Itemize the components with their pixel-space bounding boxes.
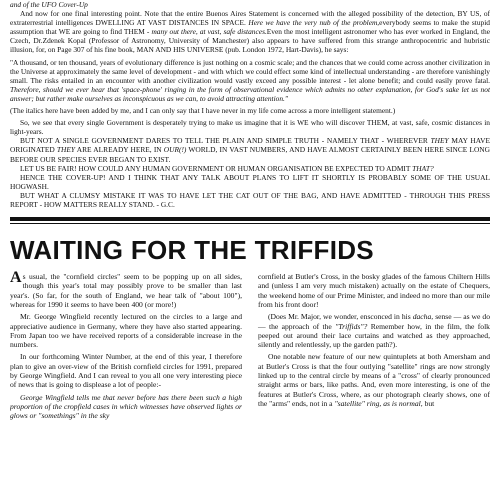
- fragment: s usual, the "cornfield circles" seem to be popping up on all sides, though this year's total may possibly prove to be smaller than last year's. (So far, for the south of England, we hear talk of "about 100"), whereas for 1990 it seems to have been 400 (or more!): [10, 272, 242, 309]
- fragment: "satellite" ring, as is normal,: [334, 398, 423, 408]
- paragraph: [10, 9, 490, 54]
- section-divider: [10, 217, 490, 224]
- paragraph: (The italics here have been added by me, and I can only say that I have never in my life come across a more intelligent statement.): [10, 106, 396, 116]
- article-title: WAITING FOR THE TRIFFIDS: [10, 235, 374, 266]
- paragraph: BUT WHAT A CLUMSY MISTAKE IT WAS TO HAVE LET THE CAT OUT OF THE BAG, AND HAVE ADMITTED - THROUGH THIS PRESS REPORT - HOW MATTERS REALLY STAND. - G.C.: [10, 190, 490, 209]
- fragment: BUT NOT A SINGLE GOVERNMENT DARES TO TELL THE PLAIN AND SIMPLE TRUTH - NAMELY THAT - WHEREVER: [20, 136, 428, 146]
- fragment: "Triffids"?: [335, 321, 368, 331]
- paragraph: [10, 58, 490, 103]
- fragment: dacha,: [412, 312, 434, 322]
- fragment: Even the most intelligent astronomer who has ever worked in England, the Czech, Dr.Zdenek Kopal (Professor of Astronomy, University of Manchester) also appears to have suffered from this strange anthropocentric and hubristic illusion, for, on Page 307 of his fine book, MAN AND HIS UNIVERSE (pub. London 1972, Hart-Davis), he says:: [10, 27, 490, 55]
- fragment: THEY: [430, 136, 449, 146]
- fragment: MAY HAVE ORIGINATED: [10, 136, 490, 155]
- paragraph: [258, 352, 490, 408]
- editorial-section: [10, 0, 490, 209]
- article-columns: [10, 269, 490, 421]
- paragraph: HENCE THE COVER-UP! AND I THINK THAT ANY TALK ABOUT PLANS TO LIFT IT SHORTLY IS PROBABLY SOME OF THE USUAL HOGWASH.: [10, 172, 490, 191]
- paragraph: In our forthcoming Winter Number, at the end of this year, I therefore plan to give an over-view of the British cornfield circles for 1991, prepared by George Wingfield. And I can reveal to you all one very interesting piece of news that is going to displease a lot of people:-: [10, 352, 242, 390]
- paragraph: cornfield at Butler's Cross, in the bosky glades of the famous Chiltern Hills and (unless I am very much mistaken) actually on the estate of Chequers, the weekend home of our Prime Minister, and indeed no more than our mile from his front door!: [258, 272, 490, 309]
- fragment: - many out there, at vast, safe distances.: [144, 27, 267, 37]
- fragment: everybody seems to make the stupid assumption that WE are going to find THEM: [10, 18, 490, 37]
- fragment: WORLD, IN VAST NUMBERS, AND HAVE ALMOST CERTAINLY BEEN HERE SINCE LONG BEFORE OUR SPECIES EVER BEGAN TO EXIST.: [10, 145, 490, 164]
- fragment: "A thousand, or ten thousand, years of evolutionary difference is just nothing on a cosmic scale; and the chances that we could come across another civilization in the Universe at approximately the same level of development - and with which we could effect some kind of intellectual understanding - are therefore vanishingly small. The risks entailed in an encounter with another civilization would vastly exceed any possible interest - let alone benefit; and could easily prove fatal.: [10, 57, 490, 85]
- document-page: [10, 0, 490, 500]
- fragment: sense — as we do — the approach of the: [258, 312, 490, 331]
- fragment: Here we have the very nub of the problem,: [248, 18, 380, 28]
- paragraph: [258, 312, 490, 349]
- fragment: ARE ALREADY HERE, IN: [76, 145, 162, 155]
- fragment: but: [424, 398, 435, 408]
- paragraph: [10, 0, 490, 9]
- fragment: George Wingfield tells me that never before has there been such a high proportion of the cropfield cases in which witnesses have observed lights or glows or "somethings" in the sky: [10, 392, 242, 421]
- fragment: One notable new feature of our new quintuplets at both Amersham and at Butler's Cross is that the four outlying "satellite" rings are now strongly linked up to the central circle by means of a "cross" of clearly pronounced straight arms or bars, like paths. And, even more interesting, is one of the features at Butler's Cross, where, as our photograph clearly shows, one of the "arms" ends, not in a: [258, 352, 490, 408]
- paragraph: [10, 393, 242, 421]
- fragment: (Does Mr. Major, we wonder, ensconced in his: [268, 312, 411, 322]
- fragment: and of the UFO Cover-Up: [10, 0, 88, 9]
- fragment: OUR(!): [163, 145, 187, 155]
- paragraph: [10, 269, 242, 309]
- left-column: [10, 269, 242, 421]
- paragraph: [10, 164, 490, 173]
- paragraph: So, we see that every single Government is desperately trying to make us imagine that it is WE who will discover THEM, at vast, safe, cosmic distances in light-years.: [10, 118, 490, 137]
- paragraph: [10, 136, 490, 163]
- paragraph: Mr. George Wingfield recently lectured on the circles to a large and appreciative audience in Germany, where they have also started appearing. From Japan too we have received reports of a considerable increase in the numbers.: [10, 312, 242, 350]
- fragment: LET US BE FAIR! HOW COULD ANY HUMAN GOVERNMENT OR HUMAN ORGANISATION BE EXPECTED TO ADMIT: [20, 163, 411, 173]
- fragment: Remember how, in the film, the folk peeped out around their lace curtains and watched as they approached, silently and relentlessly, up the garden path?).: [258, 321, 490, 350]
- right-column: [258, 272, 490, 420]
- fragment: Therefore, should we ever hear that 'space-phone' ringing in the form of observational evidence which admits no other explanation, for God's sake let us not answer; but rather make ourselves as inconspicuous as we can, to avoid attracting attention.": [10, 84, 490, 103]
- fragment: And now for one final interesting point. Note that the entire Buenos Aires Statement is concerned with the alleged possibility of the detection, BY US, of extraterrestrial intelligences DWELLING AT VAST DISTANCES IN SPACE.: [10, 9, 490, 28]
- fragment: THEY: [56, 145, 75, 155]
- fragment: THAT?: [412, 163, 434, 173]
- drop-cap: A: [10, 269, 22, 287]
